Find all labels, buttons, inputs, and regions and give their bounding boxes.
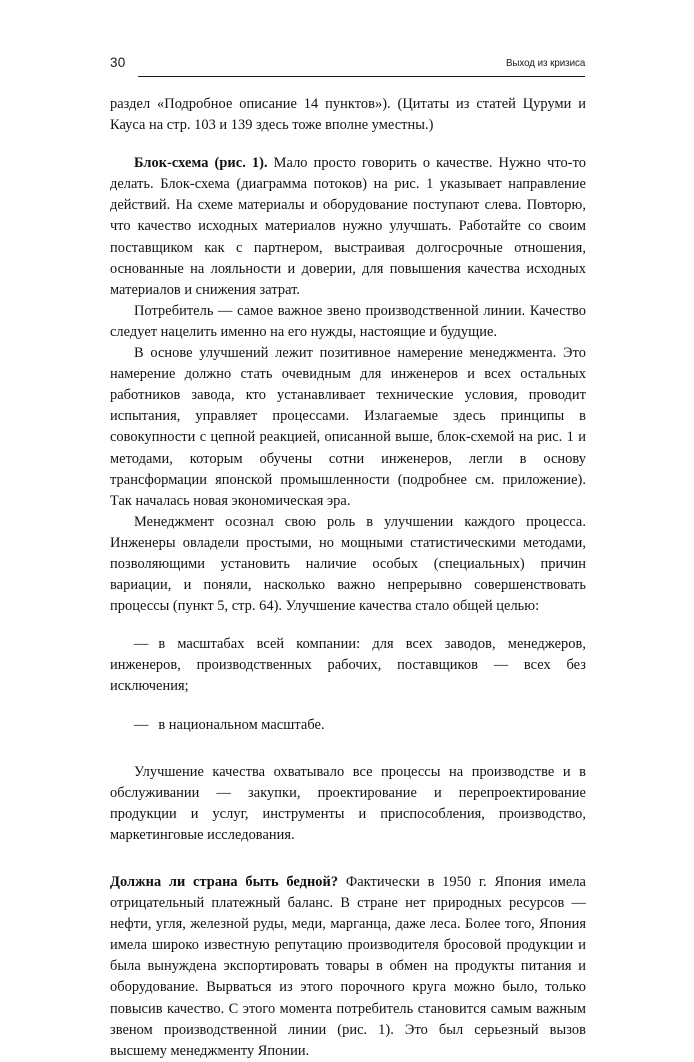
flowchart-body-text: Мало просто говорить о качестве. Нужно что-то делать. Блок-схема (диаграмма потоков) на рис. 1 указывает направление действий. На схеме материалы и оборудование поступают слева. Повторю, что качество исходных материалов нужно улучшать. Работайте со своим поставщиком как с партнером, выстраивая долгосрочные отношения, основанные на лояльности и доверии, для повышения качества исходных материалов и снижения затрат. bbox=[110, 155, 586, 298]
em-dash-marker: — bbox=[134, 636, 149, 653]
list-item bbox=[110, 715, 586, 736]
list-item-text: в национальном масштабе. bbox=[158, 716, 325, 733]
flowchart-lead-in: Блок-схема (рис. 1). bbox=[134, 155, 268, 172]
body-text-column bbox=[110, 94, 586, 1062]
list-item bbox=[110, 634, 586, 697]
section-poor-country bbox=[110, 872, 586, 1062]
paragraph-management-intent: В основе улучшений лежит позитивное намерение менеджмента. Это намерение должно стать очевидным для инженеров и всех остальных работников завода, кто устанавливает технические условия, проводит испытания, управляет процессами. Излагаемые здесь принципы в совокупности с цепной реакцией, описанной выше, блок-схемой на рис. 1 и методами, которым обучены сотни инженеров, легли в основу трансформации японской промышленности (подробнее см. приложение). Так началась новая экономическая эра. bbox=[110, 345, 586, 509]
paragraph-quality-scope: Улучшение качества охватывало все процессы на производстве и в обслуживании — закупки, проектирование и перепроектирование продукции и услуг, инструменты и приспособления, производство, маркетинговые исследования. bbox=[110, 763, 586, 843]
page-number: 30 bbox=[110, 55, 126, 70]
page-header bbox=[110, 55, 585, 81]
header-rule bbox=[138, 76, 585, 77]
list-item-text: в масштабах всей компании: для всех заводов, менеджеров, инженеров, производственных рабочих, поставщиков — всех без исключения; bbox=[110, 636, 586, 695]
section-heading: Должна ли страна быть бедной? bbox=[110, 874, 339, 890]
paragraph-consumer: Потребитель — самое важное звено производственной линии. Качество следует нацелить именно на его нужды, настоящие и будущие. bbox=[110, 302, 586, 340]
running-title: Выход из кризиса bbox=[505, 57, 585, 69]
em-dash-marker: — bbox=[134, 716, 149, 733]
section-body-text: Фактически в 1950 г. Япония имела отрицательный платежный баланс. В стране нет природных ресурсов — нефти, угля, железной руды, меди, марганца, даже леса. Более того, Япония имела широко известную репутацию производителя бросовой продукции и была вынуждена экспортировать товары в обмен на продукты питания и оборудование. Вырваться из этого порочного круга можно было, только повысив качество. С этого момента потребитель становится самым важным звеном производственной линии (рис. 1). Это был серьезный вызов высшему менеджменту Японии. bbox=[110, 874, 586, 1059]
paragraph-management-role: Менеджмент осознал свою роль в улучшении каждого процесса. Инженеры овладели простыми, но мощными статистическими методами, позволяющими установить наличие особых (специальных) причин вариации, и поняли, насколько важно непрерывно совершенствовать процессы (пункт 5, стр. 64). Улучшение качества стало общей целью: bbox=[110, 513, 586, 615]
paragraph-continuation: раздел «Подробное описание 14 пунктов»). (Цитаты из статей Цуруми и Кауса на стр. 103 и 139 здесь тоже вполне уместны.) bbox=[110, 96, 586, 134]
paragraph-flowchart bbox=[110, 153, 586, 301]
